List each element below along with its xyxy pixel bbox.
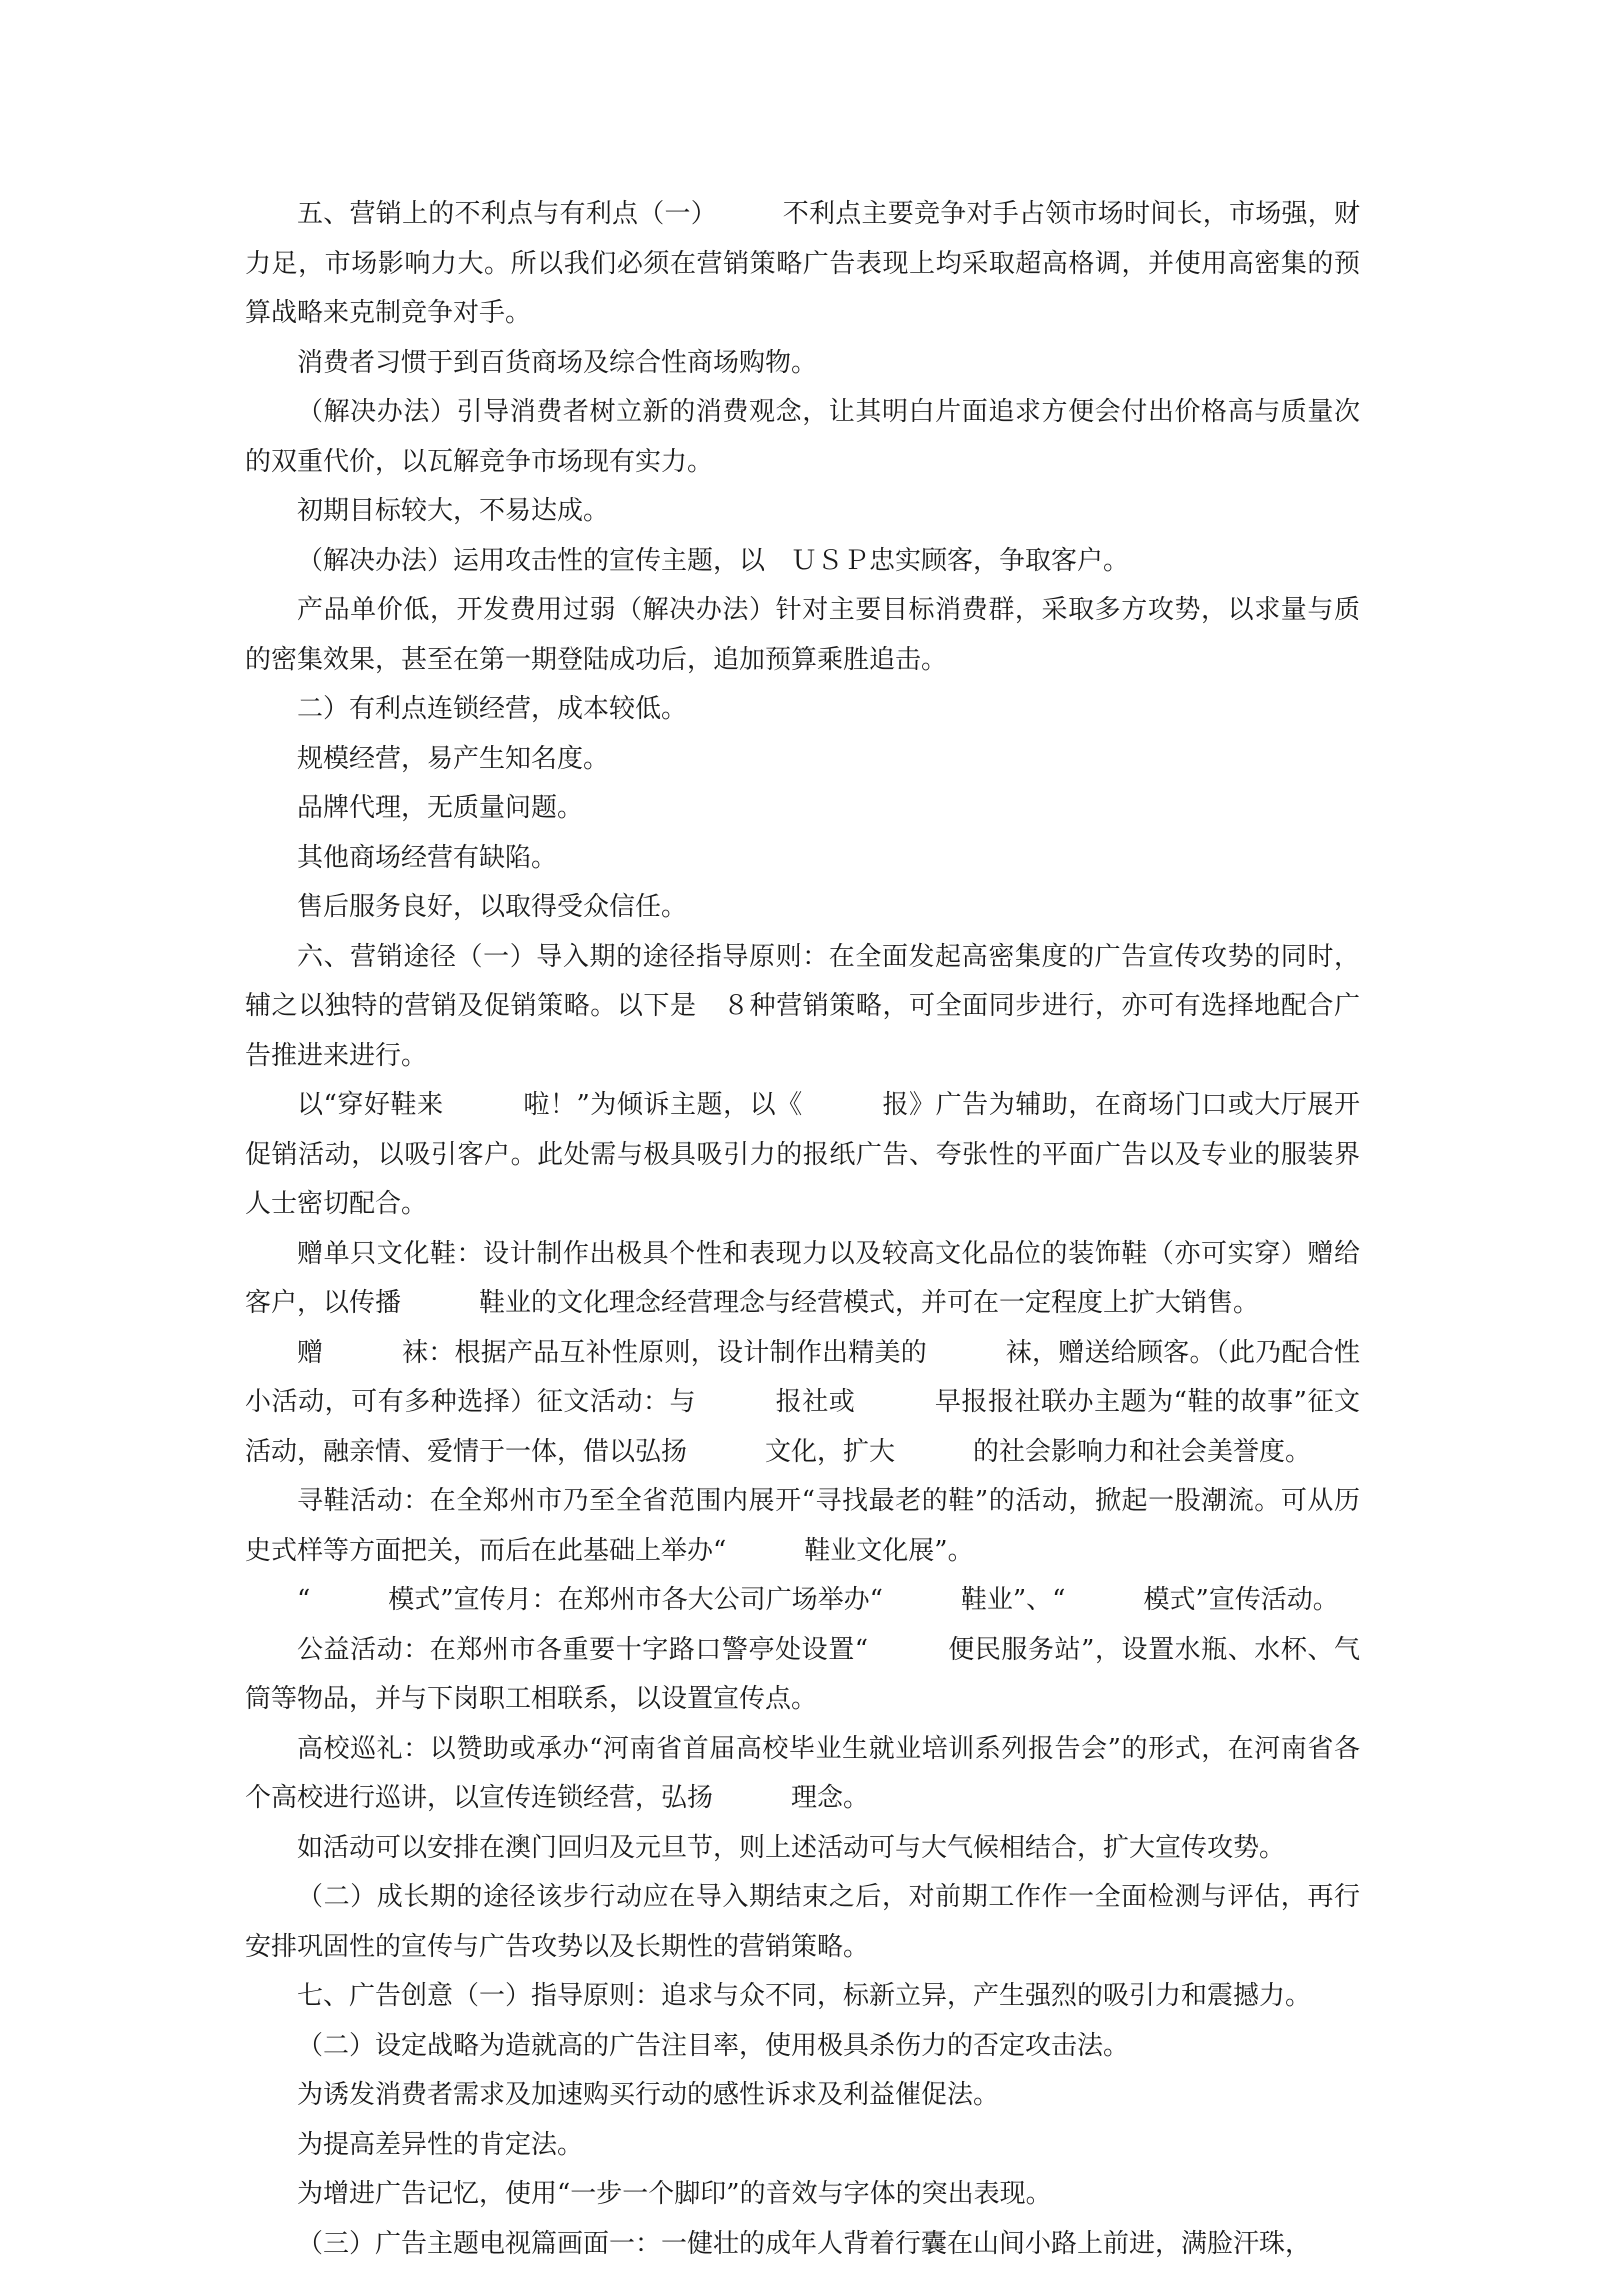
paragraph-advantage-chain: 二）有利点连锁经营，成本较低。: [245, 685, 1360, 735]
paragraph-solution-attack-theme: （解决办法）运用攻击性的宣传主题，以 ＵＳＰ忠实顾客，争取客户。: [245, 537, 1360, 587]
paragraph-campus-tour: 高校巡礼：以赞助或承办“河南省首届高校毕业生就业培训系列报告会”的形式，在河南省各个高校进行巡讲，以宣传连锁经营，弘扬 理念。: [245, 1725, 1360, 1824]
paragraph-culture-shoe: 赠单只文化鞋：设计制作出极具个性和表现力以及较高文化品位的装饰鞋（亦可实穿）赠给客户，以传播 鞋业的文化理念经营理念与经营模式，并可在一定程度上扩大销售。: [245, 1230, 1360, 1329]
paragraph-advantage-defects: 其他商场经营有缺陷。: [245, 834, 1360, 884]
paragraph-advantage-service: 售后服务良好，以取得受众信任。: [245, 883, 1360, 933]
paragraph-growth-stage: （二）成长期的途径该步行动应在导入期结束之后，对前期工作作一全面检测与评估，再行安排巩固性的宣传与广告攻势以及长期性的营销策略。: [245, 1873, 1360, 1972]
paragraph-marketing-channels: 六、营销途径（一）导入期的途径指导原则：在全面发起高密集度的广告宣传攻势的同时，辅之以独特的营销及促销策略。以下是 ８种营销策略，可全面同步进行，亦可有选择地配合广告推进来进行。: [245, 933, 1360, 1082]
paragraph-ad-creative: 七、广告创意（一）指导原则：追求与众不同，标新立异，产生强烈的吸引力和震撼力。: [245, 1972, 1360, 2022]
paragraph-low-price: 产品单价低，开发费用过弱（解决办法）针对主要目标消费群，采取多方攻势，以求量与质的密集效果，甚至在第一期登陆成功后，追加预算乘胜追击。: [245, 586, 1360, 685]
paragraph-mode-month: “ 模式”宣传月：在郑州市各大公司广场举办“ 鞋业”、“ 模式”宣传活动。: [245, 1576, 1360, 1626]
paragraph-strategy: （二）设定战略为造就高的广告注目率，使用极具杀伤力的否定攻击法。: [245, 2022, 1360, 2072]
paragraph-emotional-appeal: 为诱发消费者需求及加速购买行动的感性诉求及利益催促法。: [245, 2071, 1360, 2121]
paragraph-public-welfare: 公益活动：在郑州市各重要十字路口警亭处设置“ 便民服务站”，设置水瓶、水杯、气筒等物品，并与下岗职工相联系，以设置宣传点。: [245, 1626, 1360, 1725]
paragraph-promo-theme: 以“穿好鞋来 啦！”为倾诉主题，以《 报》广告为辅助，在商场门口或大厅展开促销活动，以吸引客户。此处需与极具吸引力的报纸广告、夸张性的平面广告以及专业的服装界人士密切配合。: [245, 1081, 1360, 1230]
paragraph-ad-memory: 为增进广告记忆，使用“一步一个脚印”的音效与字体的突出表现。: [245, 2170, 1360, 2220]
paragraph-differentiation: 为提高差异性的肯定法。: [245, 2121, 1360, 2171]
paragraph-shoe-hunt: 寻鞋活动：在全郑州市乃至全省范围内展开“寻找最老的鞋”的活动，掀起一股潮流。可从历史式样等方面把关，而后在此基础上举办“ 鞋业文化展”。: [245, 1477, 1360, 1576]
paragraph-marketing-disadvantages: 五、营销上的不利点与有利点（一） 不利点主要竞争对手占领市场时间长，市场强，财力足，市场影响力大。所以我们必须在营销策略广告表现上均采取超高格调，并使用高密集的预算战略来克制竞争对手。: [245, 190, 1360, 339]
paragraph-socks-essay: 赠 袜：根据产品互补性原则，设计制作出精美的 袜，赠送给顾客。（此乃配合性小活动，可有多种选择）征文活动：与 报社或 早报报社联办主题为“鞋的故事”征文活动，融亲情、爱情于一体，借以弘扬 文化，扩大 的社会影响力和社会美誉度。: [245, 1329, 1360, 1478]
document-body: [245, 190, 1360, 2269]
paragraph-holiday-events: 如活动可以安排在澳门回归及元旦节，则上述活动可与大气候相结合，扩大宣传攻势。: [245, 1824, 1360, 1874]
paragraph-tv-ad-scene: （三）广告主题电视篇画面一：一健壮的成年人背着行囊在山间小路上前进，满脸汗珠，: [245, 2220, 1360, 2269]
paragraph-initial-target: 初期目标较大，不易达成。: [245, 487, 1360, 537]
paragraph-solution-new-concept: （解决办法）引导消费者树立新的消费观念，让其明白片面追求方便会付出价格高与质量次的双重代价，以瓦解竞争市场现有实力。: [245, 388, 1360, 487]
paragraph-advantage-scale: 规模经营，易产生知名度。: [245, 735, 1360, 785]
paragraph-advantage-brand: 品牌代理，无质量问题。: [245, 784, 1360, 834]
paragraph-consumer-habit: 消费者习惯于到百货商场及综合性商场购物。: [245, 339, 1360, 389]
